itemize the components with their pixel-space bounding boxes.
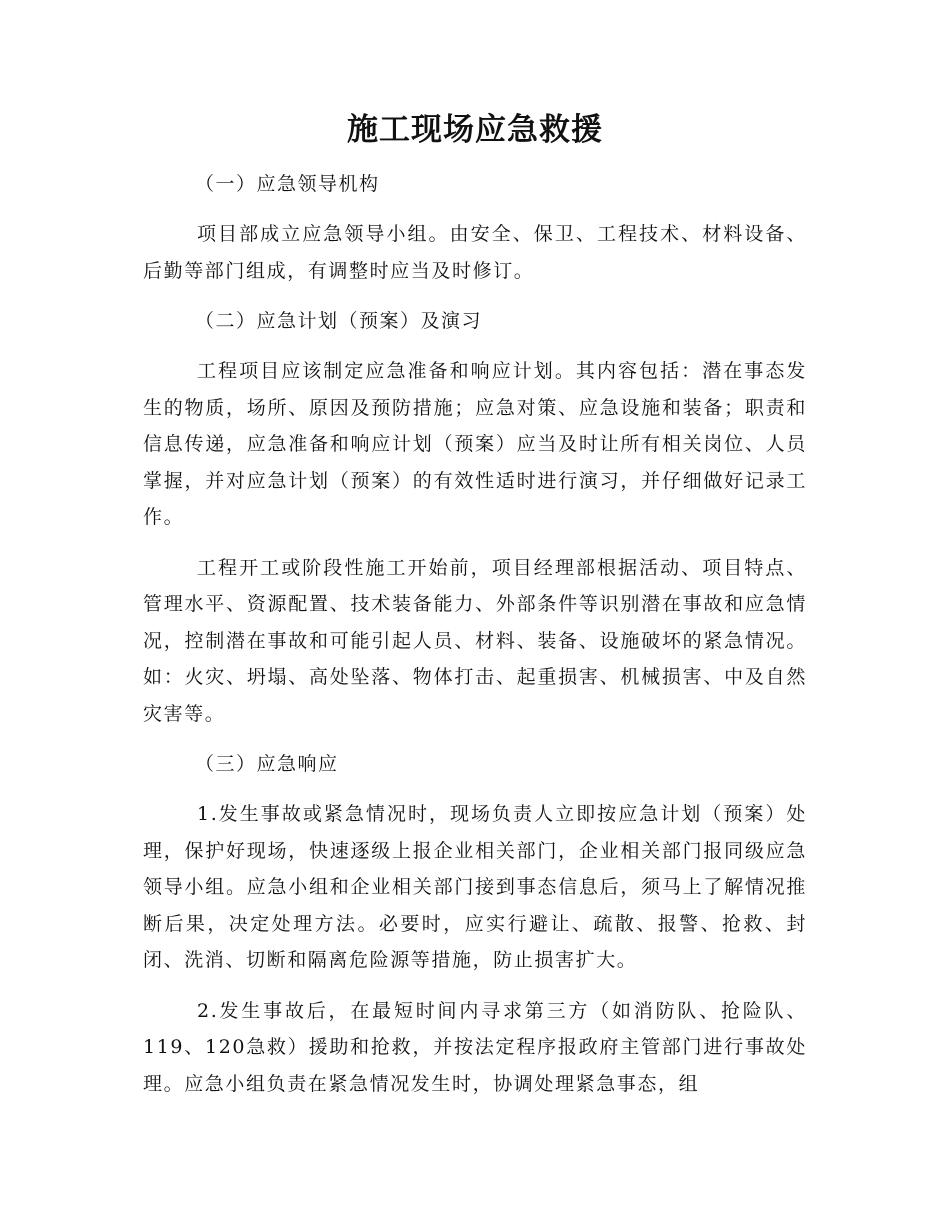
section-heading-2: （二）应急计划（预案）及演习: [195, 310, 483, 332]
paragraph-leadership-group: 项目部成立应急领导小组。由安全、保卫、工程技术、材料设备、后勤等部门组成，有调整时应当及时修订。: [143, 223, 807, 282]
paragraph-emergency-plan: 工程项目应该制定应急准备和响应计划。其内容包括：潜在事态发生的物质，场所、原因及预防措施；应急对策、应急设施和装备；职责和信息传递，应急准备和响应计划（预案）应当及时让所有相关岗位、人员掌握，并对应急计划（预案）的有效性适时进行演习，并仔细做好记录工作。: [143, 360, 807, 528]
paragraph-response-step-2: 2.发生事故后，在最短时间内寻求第三方（如消防队、抢险队、119、120急救）援助和抢救，并按法定程序报政府主管部门进行事故处理。应急小组负责在紧急情况发生时，协调处理紧急事态，组: [143, 999, 807, 1095]
document-body: [143, 166, 807, 1116]
section-heading-3: （三）应急响应: [195, 753, 339, 775]
document-title: 施工现场应急救援: [347, 112, 603, 148]
paragraph-hazard-identification: 工程开工或阶段性施工开始前，项目经理部根据活动、项目特点、管理水平、资源配置、技术装备能力、外部条件等识别潜在事故和应急情况，控制潜在事故和可能引起人员、材料、装备、设施破坏的紧急情况。如：火灾、坍塌、高处坠落、物体打击、起重损害、机械损害、中及自然灾害等。: [143, 556, 807, 725]
section-heading-1: （一）应急领导机构: [195, 173, 380, 195]
paragraph-response-step-1: 1.发生事故或紧急情况时，现场负责人立即按应急计划（预案）处理，保护好现场，快速逐级上报企业相关部门，企业相关部门报同级应急领导小组。应急小组和企业相关部门接到事态信息后，须马上了解情况推断后果，决定处理方法。必要时，应实行避让、疏散、报警、抢救、封闭、洗消、切断和隔离危险源等措施，防止损害扩大。: [143, 803, 807, 971]
